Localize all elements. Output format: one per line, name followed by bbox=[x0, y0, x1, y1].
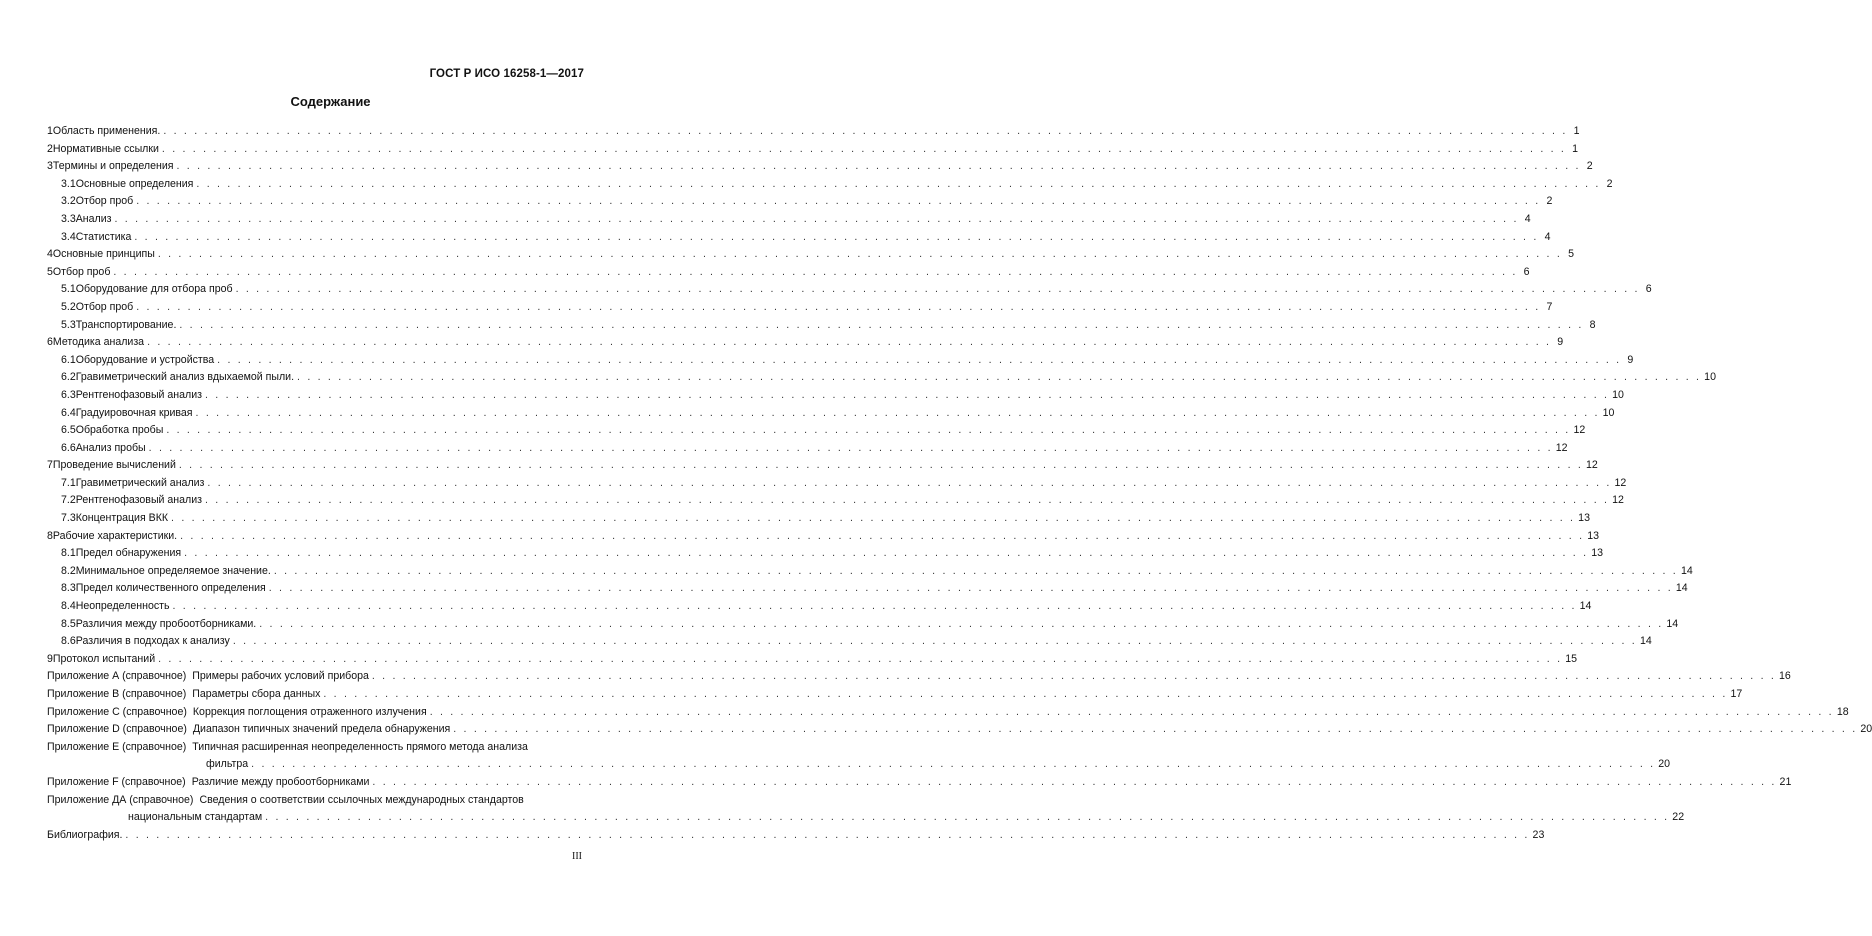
dot-leader bbox=[180, 529, 1584, 543]
toc-appendix-da[interactable] bbox=[47, 793, 584, 811]
dot-leader bbox=[233, 634, 1637, 648]
section-number: 3 bbox=[47, 160, 53, 173]
toc-entry[interactable] bbox=[47, 634, 1652, 652]
toc-entry[interactable] bbox=[47, 335, 1564, 353]
dot-leader bbox=[217, 353, 1621, 367]
dot-leader bbox=[259, 617, 1663, 631]
section-number: 2 bbox=[47, 142, 53, 155]
toc-entry[interactable] bbox=[47, 476, 1627, 494]
section-number: 7.1 bbox=[61, 476, 76, 489]
section-title: Анализ пробы bbox=[75, 441, 146, 454]
toc-entry[interactable] bbox=[47, 370, 1716, 388]
section-title: Отбор проб bbox=[75, 300, 134, 313]
section-number: 7 bbox=[47, 459, 53, 472]
toc-appendix-f[interactable] bbox=[47, 775, 1792, 793]
section-number: 4 bbox=[47, 248, 53, 261]
toc-entry[interactable] bbox=[47, 423, 1586, 441]
page-ref: 17 bbox=[1730, 688, 1743, 700]
appendix-title-cont: фильтра bbox=[206, 758, 249, 771]
bibliography-label: Библиография. bbox=[47, 828, 123, 841]
section-number: 6.2 bbox=[61, 371, 76, 384]
document-code: ГОСТ Р ИСО 16258-1—2017 bbox=[429, 68, 584, 80]
appendix-title: Различие между пробоотборниками bbox=[191, 775, 370, 788]
section-number: 6.3 bbox=[61, 388, 76, 401]
section-number: 5.2 bbox=[61, 300, 76, 313]
toc-entry[interactable] bbox=[47, 230, 1551, 248]
page-number: III bbox=[572, 851, 582, 862]
dot-leader bbox=[113, 265, 1517, 279]
toc-entry[interactable] bbox=[47, 529, 1600, 547]
section-number: 3.1 bbox=[61, 177, 76, 190]
dot-leader bbox=[147, 335, 1551, 349]
page-ref: 10 bbox=[1602, 406, 1615, 419]
dot-leader bbox=[136, 194, 1540, 208]
appendix-ref: Приложение С (справочное) bbox=[47, 705, 187, 718]
dot-leader bbox=[149, 441, 1553, 455]
section-number: 6.5 bbox=[61, 424, 76, 437]
toc-entry[interactable] bbox=[47, 177, 1613, 195]
section-number: 9 bbox=[47, 652, 53, 665]
page-ref: 14 bbox=[1666, 617, 1679, 630]
toc-entry[interactable] bbox=[47, 142, 1579, 160]
page-ref: 21 bbox=[1779, 775, 1792, 788]
dot-leader bbox=[453, 722, 1857, 736]
appendix-title: Диапазон типичных значений предела обнаружения bbox=[192, 723, 451, 736]
dot-leader bbox=[236, 282, 1640, 296]
section-title: Методика анализа bbox=[52, 336, 145, 349]
section-number: 5 bbox=[47, 265, 53, 278]
toc-appendix[interactable] bbox=[47, 722, 1872, 740]
page-ref: 14 bbox=[1675, 582, 1688, 595]
section-title: Транспортирование. bbox=[75, 318, 177, 331]
page-ref: 1 bbox=[1572, 142, 1579, 155]
section-number: 5.1 bbox=[61, 283, 76, 296]
dot-leader bbox=[274, 564, 1678, 578]
section-number: 6 bbox=[47, 336, 53, 349]
toc-bibliography[interactable] bbox=[47, 828, 1545, 846]
page-ref: 14 bbox=[1680, 564, 1693, 577]
page-ref: 15 bbox=[1565, 652, 1578, 665]
appendix-ref: Приложение D (справочное) bbox=[47, 723, 187, 736]
dot-leader bbox=[179, 458, 1583, 472]
section-title: Рабочие характеристики. bbox=[52, 529, 178, 542]
section-title: Основные принципы bbox=[52, 248, 155, 261]
section-title: Область применения. bbox=[52, 125, 161, 137]
page-ref: 2 bbox=[1586, 160, 1593, 173]
toc-appendix-entries bbox=[47, 669, 1872, 739]
page-ref: 2 bbox=[1546, 195, 1553, 208]
dot-leader bbox=[134, 230, 1538, 244]
toc-entry[interactable] bbox=[47, 441, 1568, 459]
page-ref: 4 bbox=[1524, 212, 1531, 225]
page-ref: 13 bbox=[1578, 512, 1590, 525]
toc-appendix[interactable] bbox=[47, 687, 1743, 705]
page-ref: 9 bbox=[1557, 336, 1564, 349]
toc-appendix-e-cont[interactable] bbox=[47, 757, 1671, 775]
page-ref: 12 bbox=[1612, 494, 1624, 507]
dot-leader bbox=[171, 511, 1575, 525]
section-number: 6.1 bbox=[61, 353, 76, 366]
dot-leader bbox=[136, 300, 1540, 314]
section-title: Рентгенофазовый анализ bbox=[75, 388, 203, 401]
toc-entry[interactable] bbox=[47, 599, 1592, 617]
section-title: Концентрация ВКК bbox=[75, 512, 169, 525]
toc-entry[interactable] bbox=[47, 388, 1624, 406]
appendix-title: Сведения о соответствии ссылочных международных стандартов bbox=[199, 793, 524, 806]
section-title: Термины и определения bbox=[52, 160, 174, 173]
dot-leader bbox=[323, 687, 1727, 701]
toc-entry[interactable] bbox=[47, 652, 1578, 670]
section-title: Проведение вычислений bbox=[52, 459, 176, 472]
appendix-title-cont: национальным стандартам bbox=[128, 811, 263, 824]
toc-entry[interactable] bbox=[47, 511, 1590, 529]
toc-entry[interactable] bbox=[47, 493, 1624, 511]
toc-entry[interactable] bbox=[47, 212, 1531, 230]
page-ref: 23 bbox=[1532, 828, 1545, 841]
section-title: Статистика bbox=[75, 230, 132, 243]
toc-entry[interactable] bbox=[47, 159, 1593, 177]
page-ref: 12 bbox=[1586, 459, 1598, 472]
section-title: Анализ bbox=[75, 212, 112, 225]
section-number: 3.3 bbox=[61, 212, 76, 225]
dot-leader bbox=[158, 652, 1562, 666]
appendix-ref: Приложение Е (справочное) bbox=[47, 740, 187, 753]
dot-leader bbox=[269, 581, 1673, 595]
page-ref: 12 bbox=[1555, 441, 1568, 454]
toc-entry[interactable] bbox=[47, 300, 1553, 318]
dot-leader bbox=[125, 828, 1529, 842]
toc-entry[interactable] bbox=[47, 282, 1652, 300]
toc-entry[interactable] bbox=[47, 318, 1596, 336]
section-title: Оборудование для отбора проб bbox=[75, 283, 233, 296]
page-ref: 12 bbox=[1614, 476, 1627, 489]
page-ref: 12 bbox=[1573, 424, 1586, 437]
section-number: 8.5 bbox=[61, 617, 76, 630]
page-ref: 7 bbox=[1546, 300, 1553, 313]
toc-appendix[interactable] bbox=[47, 669, 1791, 687]
dot-leader bbox=[177, 159, 1581, 173]
appendix-ref: Приложение А (справочное) bbox=[47, 670, 187, 683]
page-ref: 14 bbox=[1579, 600, 1592, 613]
page-title: Содержание bbox=[290, 94, 371, 109]
section-number: 8.3 bbox=[61, 582, 76, 595]
dot-leader bbox=[265, 810, 1669, 824]
page-ref: 22 bbox=[1672, 811, 1685, 824]
toc-main-entries bbox=[47, 124, 1716, 669]
page-ref: 13 bbox=[1591, 547, 1604, 560]
page-ref: 10 bbox=[1704, 371, 1716, 384]
page-ref: 20 bbox=[1860, 723, 1872, 736]
dot-leader bbox=[207, 476, 1611, 490]
section-number: 5.3 bbox=[61, 318, 76, 331]
dot-leader bbox=[297, 370, 1701, 384]
section-number: 6.4 bbox=[61, 406, 76, 419]
toc-entry[interactable] bbox=[47, 581, 1688, 599]
dot-leader bbox=[372, 775, 1776, 789]
section-title: Градуировочная кривая bbox=[75, 406, 193, 419]
dot-leader bbox=[163, 124, 1567, 138]
section-title: Обработка пробы bbox=[75, 424, 164, 437]
page-ref: 13 bbox=[1587, 529, 1600, 542]
section-title: Предел обнаружения bbox=[75, 547, 182, 560]
section-number: 8.1 bbox=[61, 547, 76, 560]
dot-leader bbox=[179, 318, 1583, 332]
dot-leader bbox=[115, 212, 1519, 226]
page-ref: 4 bbox=[1544, 230, 1551, 243]
appendix-ref: Приложение В (справочное) bbox=[47, 688, 187, 700]
dot-leader bbox=[196, 406, 1600, 420]
appendix-title: Параметры сбора данных bbox=[192, 688, 321, 700]
toc-appendix-da-cont[interactable] bbox=[47, 810, 1685, 828]
page-ref: 8 bbox=[1589, 318, 1596, 331]
section-title: Гравиметрический анализ вдыхаемой пыли. bbox=[75, 371, 295, 384]
dot-leader bbox=[372, 669, 1776, 683]
dot-leader bbox=[430, 705, 1834, 719]
appendix-ref: Приложение F (справочное) bbox=[47, 775, 186, 788]
dot-leader bbox=[251, 757, 1655, 771]
toc-entry[interactable] bbox=[47, 353, 1634, 371]
page-ref: 9 bbox=[1627, 353, 1634, 366]
page-ref: 6 bbox=[1645, 283, 1652, 296]
section-title: Гравиметрический анализ bbox=[75, 476, 205, 489]
section-number: 6.6 bbox=[61, 441, 76, 454]
section-number: 8 bbox=[47, 529, 53, 542]
section-number: 3.2 bbox=[61, 195, 76, 208]
section-number: 1 bbox=[47, 125, 53, 137]
toc-entry[interactable] bbox=[47, 247, 1574, 265]
section-title: Минимальное определяемое значение. bbox=[75, 564, 271, 577]
section-title: Неопределенность bbox=[75, 600, 170, 613]
page-ref: 16 bbox=[1779, 670, 1791, 683]
page-ref: 20 bbox=[1658, 758, 1671, 771]
section-title: Основные определения bbox=[75, 177, 194, 190]
toc-appendix-e[interactable] bbox=[47, 740, 584, 758]
appendix-title: Типичная расширенная неопределенность прямого метода анализа bbox=[192, 740, 528, 753]
section-number: 7.2 bbox=[61, 494, 76, 507]
section-title: Оборудование и устройства bbox=[75, 353, 215, 366]
dot-leader bbox=[196, 177, 1600, 191]
toc-entry[interactable] bbox=[47, 458, 1598, 476]
section-title: Предел количественного определения bbox=[75, 582, 266, 595]
section-title: Отбор проб bbox=[52, 265, 111, 278]
page-ref: 18 bbox=[1836, 705, 1849, 718]
table-of-contents bbox=[47, 124, 1872, 845]
page-ref: 1 bbox=[1573, 125, 1580, 137]
appendix-title: Коррекция поглощения отраженного излучения bbox=[192, 705, 427, 718]
section-title: Различия между пробоотборниками. bbox=[75, 617, 257, 630]
dot-leader bbox=[162, 142, 1566, 156]
page-ref: 2 bbox=[1606, 177, 1613, 190]
section-title: Рентгенофазовый анализ bbox=[75, 494, 203, 507]
section-number: 8.2 bbox=[61, 564, 76, 577]
page-ref: 6 bbox=[1523, 265, 1530, 278]
section-number: 8.4 bbox=[61, 600, 76, 613]
dot-leader bbox=[173, 599, 1577, 613]
section-title: Различия в подходах к анализу bbox=[75, 635, 230, 648]
toc-entry[interactable] bbox=[47, 406, 1615, 424]
dot-leader bbox=[166, 423, 1570, 437]
page-ref: 14 bbox=[1639, 635, 1652, 648]
toc-entry[interactable] bbox=[47, 546, 1604, 564]
section-number: 7.3 bbox=[61, 512, 76, 525]
page-ref: 5 bbox=[1568, 248, 1574, 261]
section-title: Отбор проб bbox=[75, 195, 134, 208]
dot-leader bbox=[205, 493, 1609, 507]
toc-entry[interactable] bbox=[47, 617, 1679, 635]
dot-leader bbox=[158, 247, 1562, 261]
toc-appendix[interactable] bbox=[47, 705, 1849, 723]
section-title: Протокол испытаний bbox=[52, 652, 156, 665]
page-ref: 10 bbox=[1612, 388, 1624, 401]
toc-entry[interactable] bbox=[47, 265, 1530, 283]
section-title: Нормативные ссылки bbox=[52, 142, 159, 155]
appendix-ref: Приложение ДА (справочное) bbox=[47, 793, 194, 806]
appendix-title: Примеры рабочих условий прибора bbox=[192, 670, 369, 683]
toc-entry[interactable] bbox=[47, 564, 1693, 582]
toc-entry[interactable] bbox=[47, 124, 1580, 142]
toc-entry[interactable] bbox=[47, 194, 1553, 212]
section-number: 3.4 bbox=[61, 230, 76, 243]
section-number: 8.6 bbox=[61, 635, 76, 648]
dot-leader bbox=[184, 546, 1588, 560]
dot-leader bbox=[205, 388, 1609, 402]
